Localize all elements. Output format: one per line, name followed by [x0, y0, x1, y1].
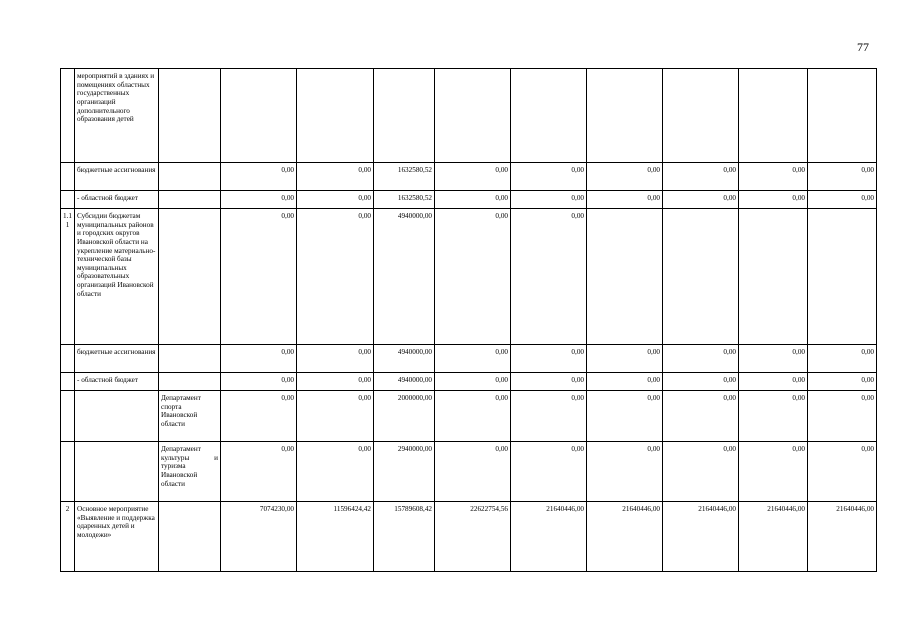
- executor-cell: [159, 345, 221, 373]
- amount-cell: 0,00: [435, 373, 511, 391]
- amount-cell: 0,00: [297, 191, 374, 209]
- amount-cell: 0,00: [221, 442, 297, 502]
- amount-cell: 0,00: [297, 442, 374, 502]
- amount-cell: 0,00: [663, 391, 739, 442]
- amount-cell: 0,00: [808, 345, 877, 373]
- amount-cell: 0,00: [739, 442, 808, 502]
- amount-cell: 0,00: [435, 391, 511, 442]
- amount-cell: 0,00: [587, 391, 663, 442]
- amount-cell: 2000000,00: [374, 391, 435, 442]
- amount-cell: 0,00: [297, 345, 374, 373]
- table-row: [61, 391, 877, 442]
- table-row: [61, 191, 877, 209]
- amount-cell: 0,00: [221, 163, 297, 191]
- amount-cell: 0,00: [663, 373, 739, 391]
- executor-cell: Департамент культуры и туризма Ивановской области: [159, 442, 221, 502]
- budget-table: [60, 68, 877, 572]
- amount-cell: 0,00: [511, 163, 587, 191]
- description-cell: Субсидии бюджетам муниципальных районов и городских округов Ивановской области на укрепление материально-технической базы муниципальных образовательных организаций Ивановской области: [75, 209, 159, 345]
- amount-cell: 21640446,00: [808, 502, 877, 572]
- amount-cell: 0,00: [511, 209, 587, 345]
- amount-cell: 0,00: [587, 442, 663, 502]
- table-row: [61, 209, 877, 345]
- amount-cell: 0,00: [221, 209, 297, 345]
- amount-cell: 0,00: [808, 442, 877, 502]
- description-cell: бюджетные ассигнования: [75, 345, 159, 373]
- executor-cell: [159, 373, 221, 391]
- row-number-cell: [61, 442, 75, 502]
- amount-cell: 0,00: [663, 442, 739, 502]
- amount-cell: 21640446,00: [663, 502, 739, 572]
- executor-cell: Департамент спорта Ивановской области: [159, 391, 221, 442]
- description-cell: [75, 442, 159, 502]
- row-number-cell: 2: [61, 502, 75, 572]
- amount-cell: [808, 69, 877, 163]
- executor-cell: [159, 209, 221, 345]
- amount-cell: 0,00: [297, 209, 374, 345]
- amount-cell: 0,00: [808, 163, 877, 191]
- amount-cell: 0,00: [511, 345, 587, 373]
- amount-cell: 0,00: [663, 345, 739, 373]
- amount-cell: [587, 69, 663, 163]
- amount-cell: [663, 209, 739, 345]
- amount-cell: 4940000,00: [374, 209, 435, 345]
- amount-cell: 0,00: [221, 373, 297, 391]
- amount-cell: 4940000,00: [374, 345, 435, 373]
- description-cell: [75, 391, 159, 442]
- amount-cell: 0,00: [511, 442, 587, 502]
- amount-cell: 0,00: [587, 345, 663, 373]
- amount-cell: 0,00: [297, 163, 374, 191]
- amount-cell: 0,00: [739, 345, 808, 373]
- amount-cell: 0,00: [221, 391, 297, 442]
- executor-cell: [159, 502, 221, 572]
- amount-cell: [297, 69, 374, 163]
- amount-cell: 7074230,00: [221, 502, 297, 572]
- amount-cell: 0,00: [587, 163, 663, 191]
- row-number-cell: [61, 191, 75, 209]
- amount-cell: 11596424,42: [297, 502, 374, 572]
- amount-cell: 21640446,00: [587, 502, 663, 572]
- description-cell: Основное мероприятие «Выявление и поддержка одаренных детей и молодежи»: [75, 502, 159, 572]
- amount-cell: 0,00: [511, 391, 587, 442]
- amount-cell: 0,00: [739, 391, 808, 442]
- table-row: [61, 373, 877, 391]
- amount-cell: 0,00: [663, 163, 739, 191]
- amount-cell: 1632580,52: [374, 191, 435, 209]
- amount-cell: 0,00: [297, 391, 374, 442]
- amount-cell: 21640446,00: [739, 502, 808, 572]
- row-number-cell: [61, 373, 75, 391]
- row-number-cell: [61, 391, 75, 442]
- amount-cell: 0,00: [221, 191, 297, 209]
- amount-cell: 0,00: [435, 442, 511, 502]
- amount-cell: 0,00: [808, 191, 877, 209]
- table-row: [61, 442, 877, 502]
- amount-cell: 0,00: [511, 373, 587, 391]
- amount-cell: 0,00: [739, 191, 808, 209]
- description-cell: - областной бюджет: [75, 191, 159, 209]
- amount-cell: 4940000,00: [374, 373, 435, 391]
- amount-cell: 21640446,00: [511, 502, 587, 572]
- amount-cell: 0,00: [221, 345, 297, 373]
- table-row: [61, 163, 877, 191]
- amount-cell: [587, 209, 663, 345]
- amount-cell: 0,00: [435, 191, 511, 209]
- table-row: [61, 345, 877, 373]
- amount-cell: 2940000,00: [374, 442, 435, 502]
- row-number-cell: [61, 69, 75, 163]
- description-cell: бюджетные ассигнования: [75, 163, 159, 191]
- amount-cell: 0,00: [663, 191, 739, 209]
- amount-cell: 0,00: [587, 191, 663, 209]
- amount-cell: 0,00: [435, 209, 511, 345]
- amount-cell: 0,00: [297, 373, 374, 391]
- amount-cell: [374, 69, 435, 163]
- amount-cell: 0,00: [808, 391, 877, 442]
- executor-cell: [159, 163, 221, 191]
- executor-cell: [159, 191, 221, 209]
- row-number-cell: [61, 163, 75, 191]
- amount-cell: [739, 209, 808, 345]
- amount-cell: 15789608,42: [374, 502, 435, 572]
- page-number: 77: [857, 40, 869, 54]
- row-number-cell: 1.11: [61, 209, 75, 345]
- executor-cell: [159, 69, 221, 163]
- row-number-cell: [61, 345, 75, 373]
- amount-cell: 0,00: [435, 345, 511, 373]
- amount-cell: [663, 69, 739, 163]
- amount-cell: [221, 69, 297, 163]
- amount-cell: 1632580,52: [374, 163, 435, 191]
- amount-cell: [511, 69, 587, 163]
- amount-cell: [808, 209, 877, 345]
- amount-cell: 0,00: [435, 163, 511, 191]
- amount-cell: 22622754,56: [435, 502, 511, 572]
- description-cell: мероприятий в зданиях и помещениях областных государственных организаций дополнительного образования детей: [75, 69, 159, 163]
- amount-cell: 0,00: [739, 163, 808, 191]
- description-cell: - областной бюджет: [75, 373, 159, 391]
- amount-cell: 0,00: [587, 373, 663, 391]
- table-row: [61, 69, 877, 163]
- table-row: [61, 502, 877, 572]
- amount-cell: [739, 69, 808, 163]
- amount-cell: 0,00: [739, 373, 808, 391]
- amount-cell: 0,00: [511, 191, 587, 209]
- amount-cell: [435, 69, 511, 163]
- amount-cell: 0,00: [808, 373, 877, 391]
